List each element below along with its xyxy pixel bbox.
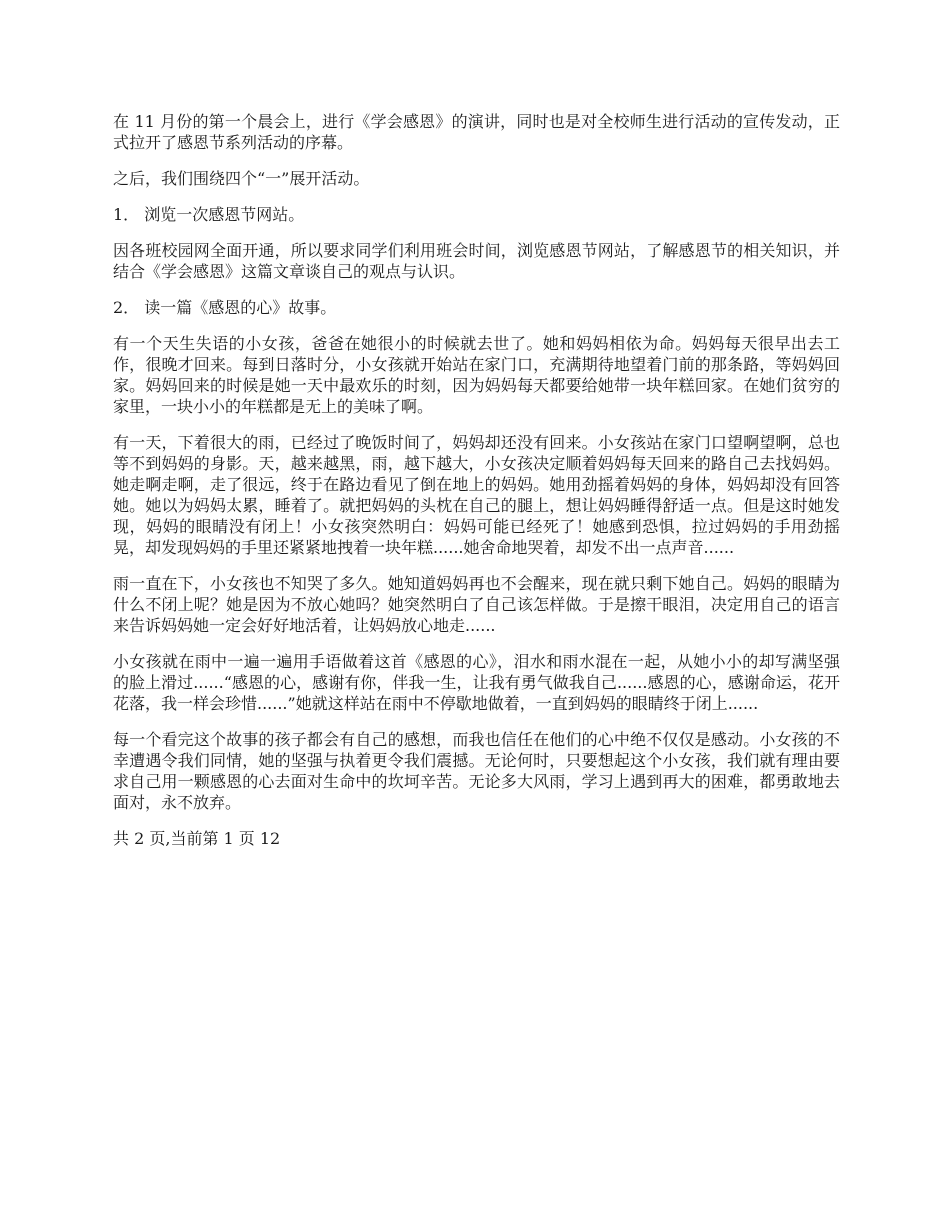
- paragraph-activities-overview: 之后，我们围绕四个“一”展开活动。: [113, 169, 370, 188]
- paragraph-reflection: 每一个看完这个故事的孩子都会有自己的感想，而我也信任在他们的心中绝不仅仅是感动。小女孩的不幸遭遇令我们同情，她的坚强与执着更令我们震撼。无论何时，只要想起这个小女孩，我们就有理由要求自己用一颗感恩的心去面对生命中的坎坷辛苦。无论多大风雨，学习上遇到再大的困难，都勇敢地去面对，永不放弃。: [113, 730, 840, 812]
- paragraph-story-part-2: 有一天，下着很大的雨，已经过了晚饭时间了，妈妈却还没有回来。小女孩站在家门口望啊望啊，总也等不到妈妈的身影。天，越来越黑，雨，越下越大，小女孩决定顺着妈妈每天回来的路自己去找妈妈。她走啊走啊，走了很远，终于在路边看见了倒在地上的妈妈。她用劲摇着妈妈的身体，妈妈却没有回答她。她以为妈妈太累，睡着了。就把妈妈的头枕在自己的腿上，想让妈妈睡得舒适一点。但是这时她发现，妈妈的眼睛没有闭上！小女孩突然明白：妈妈可能已经死了！她感到恐惧，拉过妈妈的手用劲摇晃，却发现妈妈的手里还紧紧地拽着一块年糕......她舍命地哭着，却发不出一点声音......: [113, 433, 840, 557]
- paragraph-story-part-1: 有一个天生失语的小女孩，爸爸在她很小的时候就去世了。她和妈妈相依为命。妈妈每天很早出去工作，很晚才回来。每到日落时分，小女孩就开始站在家门口，充满期待地望着门前的那条路，等妈妈回家。妈妈回来的时候是她一天中最欢乐的时刻，因为妈妈每天都要给她带一块年糕回家。在她们贫穷的家里，一块小小的年糕都是无上的美味了啊。: [113, 334, 840, 416]
- list-item-browse-website: 1． 浏览一次感恩节网站。: [113, 205, 305, 224]
- paragraph-story-part-3: 雨一直在下，小女孩也不知哭了多久。她知道妈妈再也不会醒来，现在就只剩下她自己。妈妈的眼睛为什么不闭上呢？她是因为不放心她吗？她突然明白了自己该怎样做。于是擦干眼泪，决定用自己的语言来告诉妈妈她一定会好好地活着，让妈妈放心地走......: [113, 574, 840, 635]
- paragraph-story-part-4: 小女孩就在雨中一遍一遍用手语做着这首《感恩的心》，泪水和雨水混在一起，从她小小的却写满坚强的脸上滑过......“感恩的心，感谢有你，伴我一生，让我有勇气做我自己......感恩的心，感谢命运，花开花落，我一样会珍惜......”她就这样站在雨中不停歇地做着，一直到妈妈的眼睛终于闭上......: [113, 652, 840, 713]
- document-page: [113, 111, 840, 849]
- paragraph-intro: 在 11 月份的第一个晨会上，进行《学会感恩》的演讲，同时也是对全校师生进行活动的宣传发动，正式拉开了感恩节系列活动的序幕。: [113, 112, 840, 152]
- page-footer: 共 2 页,当前第 1 页 12: [113, 829, 281, 848]
- paragraph-website-details: 因各班校园网全面开通，所以要求同学们利用班会时间，浏览感恩节网站，了解感恩节的相关知识，并结合《学会感恩》这篇文章谈自己的观点与认识。: [113, 241, 840, 281]
- list-item-read-story: 2． 读一篇《感恩的心》故事。: [113, 298, 337, 317]
